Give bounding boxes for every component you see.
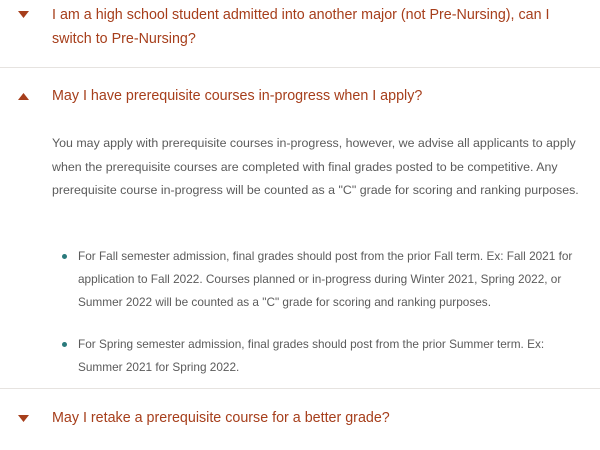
answer-paragraph: You may apply with prerequisite courses in-progress, however, we advise all applicants to apply when the prerequisite courses are completed with final grades posted to be competitive. Any prerequisite course in-progress will be counted as a "C" grade for scoring and ranking purposes. [52,136,579,198]
divider [0,388,600,389]
divider [0,67,600,68]
faq-question[interactable]: May I retake a prerequisite course for a better grade? [52,410,390,426]
caret-down-icon[interactable] [18,415,29,422]
bullet-icon [62,342,67,347]
caret-down-icon[interactable] [18,11,29,18]
faq-question[interactable]: I am a high school student admitted into another major (not Pre-Nursing), can I switch to Pre-Nursing? [52,7,550,47]
caret-up-icon[interactable] [18,93,29,100]
bullet-text: For Spring semester admission, final grades should post from the prior Summer term. Ex: Summer 2021 for Spring 2022. [78,337,545,374]
bullet-text: For Fall semester admission, final grades should post from the prior Fall term. Ex: Fall 2021 for application to Fall 2022. Courses planned or in-progress during Winter 2021, Spring 2022, or Summer 2022 will be counted as a "C" grade for scoring and ranking purposes. [78,249,573,309]
list-item [78,245,573,313]
list-item [78,333,573,379]
faq-question[interactable]: May I have prerequisite courses in-progress when I apply? [52,88,423,104]
bullet-icon [62,254,67,259]
